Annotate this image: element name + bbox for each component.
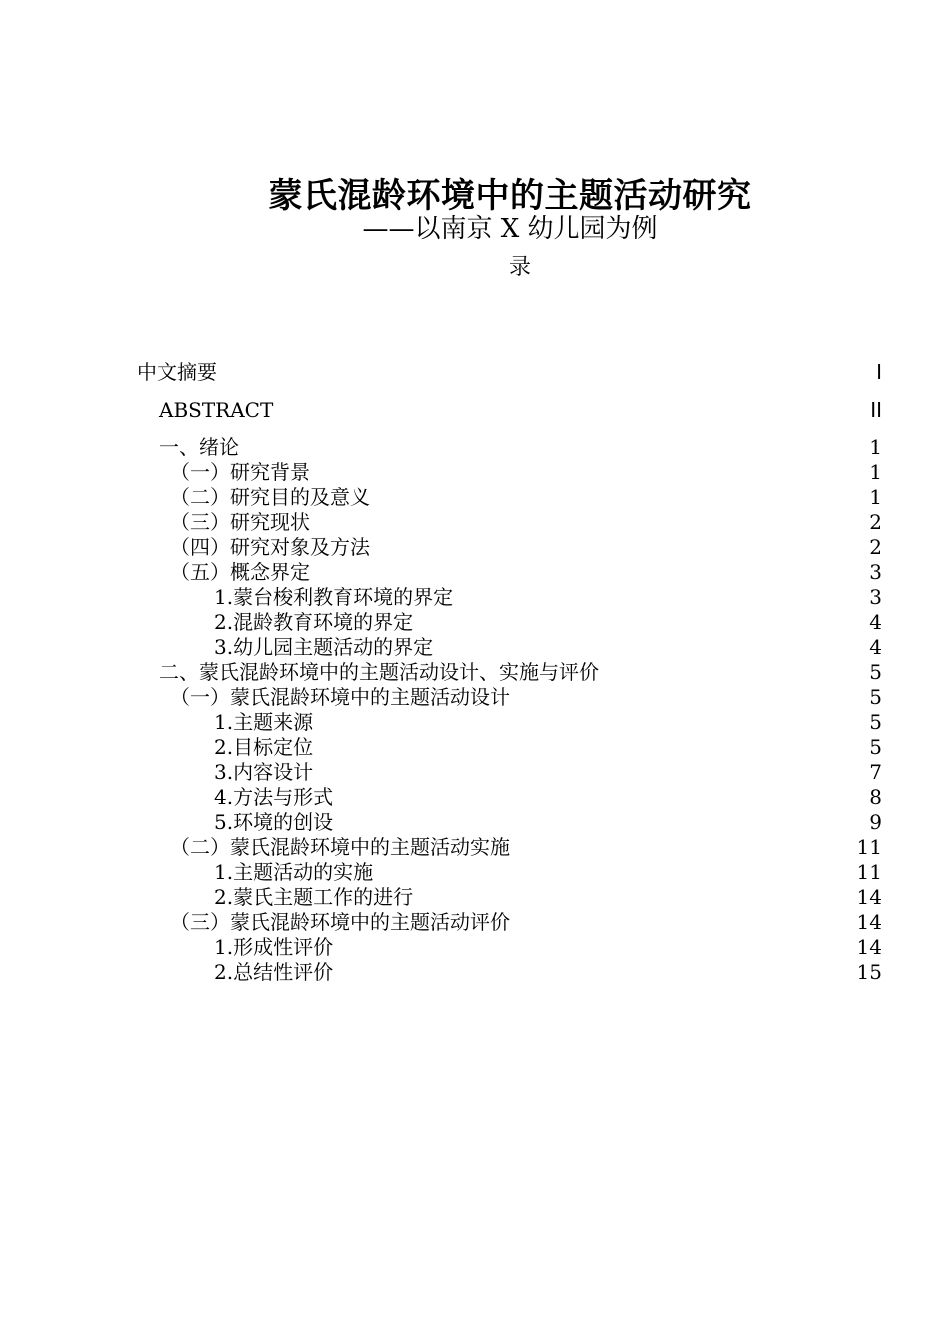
toc-entry[interactable]: [0, 809, 882, 835]
toc-entry-text: 1.主题来源: [214, 710, 314, 734]
toc-entry-text: 1.主题活动的实施: [214, 860, 374, 884]
toc-entry-page: 14: [856, 885, 882, 909]
toc-entry-page: 14: [856, 935, 882, 959]
toc-entry[interactable]: [0, 359, 882, 385]
toc-entry[interactable]: [0, 534, 882, 560]
toc-entry-text: 5.环境的创设: [214, 810, 334, 834]
toc-entry-page: 3: [869, 560, 882, 584]
toc-entry[interactable]: [0, 784, 882, 810]
toc-entry-text: （三）研究现状: [170, 510, 310, 534]
document-subtitle: ——以南京 X 幼儿园为例: [362, 214, 658, 244]
toc-entry-text: （一）蒙氏混龄环境中的主题活动设计: [170, 685, 510, 709]
toc-entry-text: 2.蒙氏主题工作的进行: [214, 885, 414, 909]
toc-entry-page: 9: [869, 810, 882, 834]
toc-entry-page: 14: [856, 910, 882, 934]
toc-entry-page: 5: [869, 710, 882, 734]
toc-entry-page: 8: [869, 785, 882, 809]
toc-entry[interactable]: [0, 509, 882, 535]
toc-entry-text: 3.内容设计: [214, 760, 314, 784]
toc-entry[interactable]: [0, 734, 882, 760]
toc-entry-text: （三）蒙氏混龄环境中的主题活动评价: [170, 910, 510, 934]
toc-entry-page: 3: [869, 585, 882, 609]
toc-entry[interactable]: [0, 434, 882, 460]
toc-entry-text: 1.蒙台梭利教育环境的界定: [214, 585, 454, 609]
toc-entry-text: （二）蒙氏混龄环境中的主题活动实施: [170, 835, 510, 859]
toc-entry-page: 5: [869, 685, 882, 709]
toc-entry-text: 2.目标定位: [214, 735, 314, 759]
toc-entry-page: 5: [869, 660, 882, 684]
toc-entry[interactable]: [0, 959, 882, 985]
toc-entry[interactable]: [0, 909, 882, 935]
toc-entry[interactable]: [0, 834, 882, 860]
toc-entry[interactable]: [0, 684, 882, 710]
toc-entry-page: 5: [869, 735, 882, 759]
toc-entry-page: 4: [869, 610, 882, 634]
toc-entry-page: 11: [856, 860, 882, 884]
toc-entry-page: I: [876, 360, 882, 384]
toc-entry-text: 2.混龄教育环境的界定: [214, 610, 414, 634]
toc-entry-page: 1: [869, 485, 882, 509]
toc-entry[interactable]: [0, 709, 882, 735]
toc-entry[interactable]: [0, 584, 882, 610]
toc-entry[interactable]: [0, 759, 882, 785]
toc-entry-page: 7: [869, 760, 882, 784]
toc-entry-page: 2: [869, 535, 882, 559]
toc-entry-text: ABSTRACT: [159, 398, 274, 422]
toc-entry[interactable]: [0, 397, 882, 423]
toc-entry-text: 3.幼儿园主题活动的界定: [214, 635, 434, 659]
toc-entry-text: （五）概念界定: [170, 560, 310, 584]
toc-entry-text: （一）研究背景: [170, 460, 310, 484]
toc-heading: 录: [508, 255, 531, 280]
toc-entry-page: II: [870, 398, 882, 422]
toc-entry-text: 2.总结性评价: [214, 960, 334, 984]
toc-entry-page: 2: [869, 510, 882, 534]
toc-entry-text: （四）研究对象及方法: [170, 535, 370, 559]
toc-entry[interactable]: [0, 659, 882, 685]
toc-entry-text: 二、蒙氏混龄环境中的主题活动设计、实施与评价: [159, 660, 599, 684]
toc-entry[interactable]: [0, 459, 882, 485]
document-title: 蒙氏混龄环境中的主题活动研究: [268, 176, 752, 216]
toc-entry-page: 11: [856, 835, 882, 859]
toc-entry-page: 1: [869, 460, 882, 484]
toc-entry-text: 4.方法与形式: [214, 785, 334, 809]
toc-entry[interactable]: [0, 484, 882, 510]
toc-entry-page: 15: [856, 960, 882, 984]
toc-entry[interactable]: [0, 559, 882, 585]
toc-entry[interactable]: [0, 859, 882, 885]
toc-entry[interactable]: [0, 884, 882, 910]
toc-entry[interactable]: [0, 634, 882, 660]
toc-entry-page: 1: [869, 435, 882, 459]
toc-entry-text: 1.形成性评价: [214, 935, 334, 959]
toc-entry-text: （二）研究目的及意义: [170, 485, 370, 509]
toc-entry-text: 一、绪论: [159, 435, 239, 459]
toc-entry-page: 4: [869, 635, 882, 659]
toc-entry[interactable]: [0, 934, 882, 960]
toc-entry-text: 中文摘要: [137, 360, 217, 384]
toc-entry[interactable]: [0, 609, 882, 635]
